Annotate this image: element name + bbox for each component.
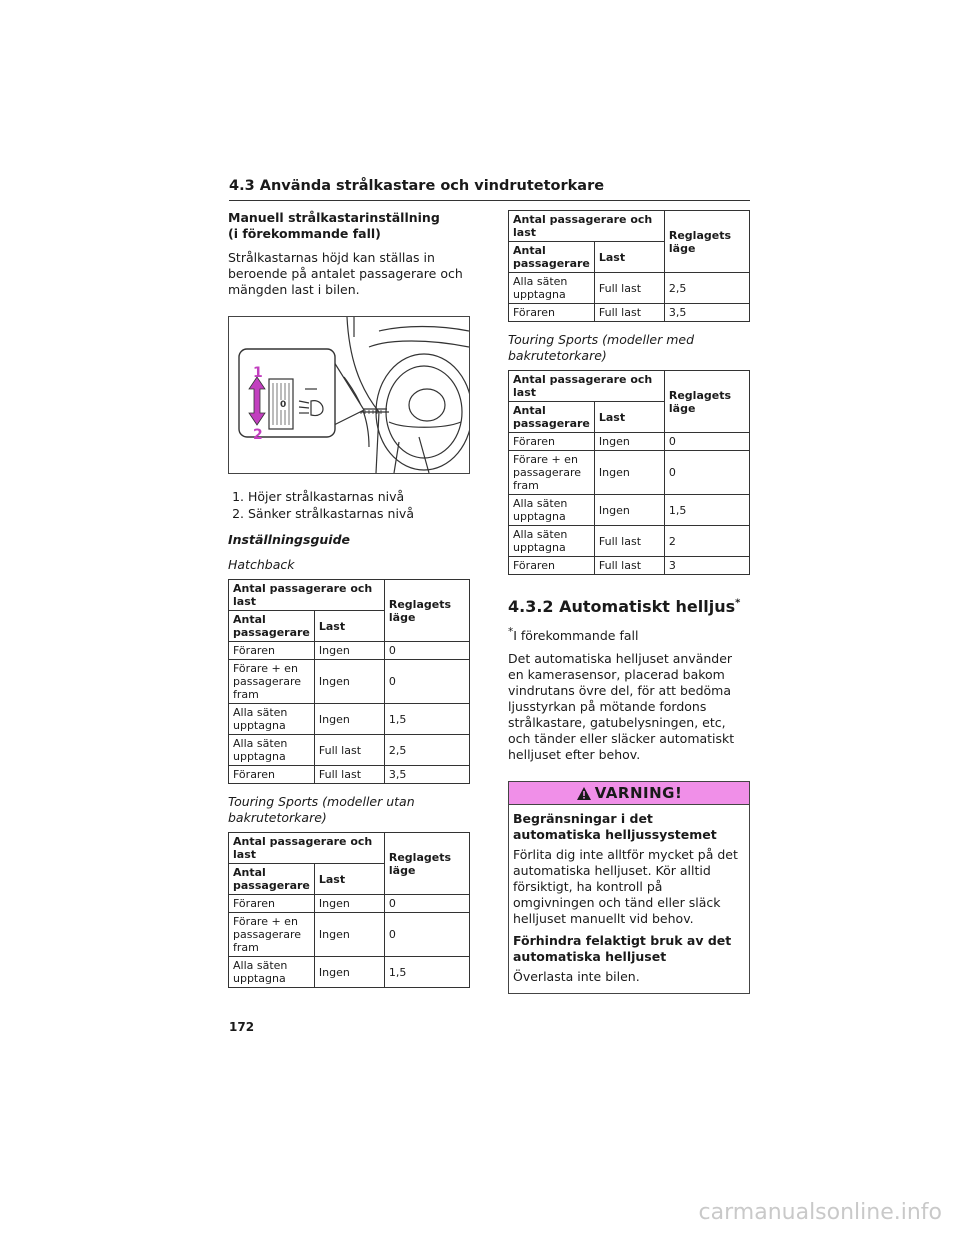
- warning-heading-2: Förhindra felaktigt bruk av det automatiska helljuset: [513, 933, 732, 965]
- manual-heading-line2: (i förekommande fall): [228, 226, 381, 241]
- table-row: [229, 895, 470, 913]
- left-column: [228, 210, 470, 988]
- cell-load: Full last: [594, 304, 664, 322]
- header-load: Last: [594, 402, 664, 433]
- warning-body: [509, 805, 749, 993]
- intro-paragraph: Strålkastarnas höjd kan ställas in beroende på antalet passagerare och mängden last i bilen.: [228, 250, 463, 297]
- cell-load: Full last: [314, 766, 384, 784]
- header-load: Last: [594, 242, 664, 273]
- cell-position: 0: [384, 895, 469, 913]
- steps-list: [228, 488, 470, 522]
- header-passengers: Antal passagerare: [509, 402, 595, 433]
- warning-header: [509, 782, 749, 805]
- right-column: [508, 210, 750, 994]
- footnote-marker: *: [508, 626, 514, 638]
- header-passengers: Antal passagerare: [509, 242, 595, 273]
- cell-load: Full last: [594, 526, 664, 557]
- table-row: [229, 957, 470, 988]
- header-load: Last: [314, 611, 384, 642]
- footnote-marker: *: [735, 597, 741, 609]
- dashboard-illustration: [229, 317, 469, 473]
- cell-load: Ingen: [594, 495, 664, 526]
- cell-passengers: Föraren: [229, 766, 315, 784]
- cell-passengers: Föraren: [509, 433, 595, 451]
- cell-load: Full last: [314, 735, 384, 766]
- cell-passengers: Förare + en passagerare fram: [509, 451, 595, 495]
- touring-no-wiper-table-part2: [508, 210, 750, 322]
- cell-passengers: Alla säten upptagna: [509, 495, 595, 526]
- cell-passengers: Alla säten upptagna: [229, 957, 315, 988]
- header-position: Reglagets läge: [664, 371, 749, 433]
- cell-position: 3,5: [384, 766, 469, 784]
- table-row: [229, 642, 470, 660]
- table-row: [509, 526, 750, 557]
- cell-load: Ingen: [314, 957, 384, 988]
- cell-position: 0: [664, 433, 749, 451]
- table-row: [509, 495, 750, 526]
- headlight-leveling-figure: [228, 316, 470, 474]
- label-zero: 0: [280, 400, 287, 410]
- hatchback-label: Hatchback: [228, 557, 295, 572]
- warning-paragraph-1: Förlita dig inte alltför mycket på det automatiska helljuset. Kör alltid försiktigt, ha kontroll på omgivningen och tänd eller släck helljuset manuellt vid behov.: [513, 847, 738, 927]
- watermark: carmanualsonline.info: [698, 1200, 942, 1225]
- warning-heading-1: Begränsningar i det automatiska helljussystemet: [513, 811, 717, 843]
- cell-passengers: Föraren: [509, 557, 595, 575]
- footnote-text: I förekommande fall: [513, 628, 639, 644]
- table-row: [229, 735, 470, 766]
- header-passengers: Antal passagerare: [229, 611, 315, 642]
- cell-position: 2: [664, 526, 749, 557]
- cell-position: 0: [384, 642, 469, 660]
- cell-position: 3,5: [664, 304, 749, 322]
- cell-passengers: Föraren: [229, 895, 315, 913]
- cell-passengers: Alla säten upptagna: [229, 704, 315, 735]
- cell-load: Ingen: [314, 895, 384, 913]
- cell-passengers: Förare + en passagerare fram: [229, 660, 315, 704]
- label-down: 2: [253, 427, 263, 443]
- cell-load: Ingen: [594, 451, 664, 495]
- warning-paragraph-2: Överlasta inte bilen.: [513, 969, 640, 985]
- auto-highbeam-heading: [508, 597, 750, 616]
- guide-title: Inställningsguide: [228, 532, 350, 547]
- hatchback-table: [228, 579, 470, 784]
- auto-highbeam-body: Det automatiska helljuset använder en kamerasensor, placerad bakom vindrutans övre del, för att bedöma ljusstyrkan på mötande fordons strålkastare, gatubelysningen, etc, och tänder eller släcker automatiskt helljuset efter behov.: [508, 651, 735, 763]
- cell-load: Ingen: [314, 704, 384, 735]
- cell-load: Ingen: [314, 913, 384, 957]
- cell-load: Ingen: [314, 642, 384, 660]
- cell-load: Ingen: [594, 433, 664, 451]
- table-row: [509, 451, 750, 495]
- cell-position: 1,5: [384, 957, 469, 988]
- cell-position: 2,5: [664, 273, 749, 304]
- cell-passengers: Förare + en passagerare fram: [229, 913, 315, 957]
- header-group: Antal passagerare och last: [509, 211, 665, 242]
- table-row: [229, 704, 470, 735]
- touring-no-wiper-table-part1: [228, 832, 470, 988]
- cell-passengers: Föraren: [229, 642, 315, 660]
- header-position: Reglagets läge: [384, 580, 469, 642]
- header-passengers: Antal passagerare: [229, 864, 315, 895]
- cell-passengers: Föraren: [509, 304, 595, 322]
- touring-with-wiper-label: Touring Sports (modeller med bakrutetorkare): [508, 332, 695, 363]
- page-number: 172: [229, 1020, 255, 1034]
- warning-box: [508, 781, 750, 994]
- table-row: [229, 766, 470, 784]
- cell-passengers: Alla säten upptagna: [509, 273, 595, 304]
- table-row: [509, 433, 750, 451]
- touring-with-wiper-table: [508, 370, 750, 575]
- cell-load: Full last: [594, 557, 664, 575]
- manual-heading-line1: Manuell strålkastarinställning: [228, 210, 440, 225]
- cell-load: Full last: [594, 273, 664, 304]
- section-header: 4.3 Använda strålkastare och vindrutetorkare: [229, 178, 750, 201]
- table-row: [229, 660, 470, 704]
- cell-position: 1,5: [664, 495, 749, 526]
- manual-heading: [228, 210, 470, 242]
- cell-position: 0: [664, 451, 749, 495]
- cell-position: 3: [664, 557, 749, 575]
- cell-passengers: Alla säten upptagna: [509, 526, 595, 557]
- header-group: Antal passagerare och last: [229, 580, 385, 611]
- header-position: Reglagets läge: [664, 211, 749, 273]
- header-position: Reglagets läge: [384, 833, 469, 895]
- cell-position: 0: [384, 660, 469, 704]
- table-row: [509, 304, 750, 322]
- footnote: [508, 626, 750, 643]
- touring-no-wiper-label: Touring Sports (modeller utan bakrutetorkare): [228, 794, 415, 825]
- table-row: [509, 273, 750, 304]
- cell-position: 2,5: [384, 735, 469, 766]
- label-up: 1: [253, 365, 263, 381]
- auto-highbeam-heading-text: 4.3.2 Automatiskt helljus: [508, 597, 736, 616]
- cell-position: 1,5: [384, 704, 469, 735]
- warning-triangle-icon: [576, 786, 592, 801]
- cell-position: 0: [384, 913, 469, 957]
- header-group: Antal passagerare och last: [509, 371, 665, 402]
- cell-load: Ingen: [314, 660, 384, 704]
- table-row: [229, 913, 470, 957]
- table-row: [509, 557, 750, 575]
- cell-passengers: Alla säten upptagna: [229, 735, 315, 766]
- header-load: Last: [314, 864, 384, 895]
- step-item: 1. Höjer strålkastarnas nivå: [248, 488, 470, 505]
- header-group: Antal passagerare och last: [229, 833, 385, 864]
- warning-title: VARNING!: [594, 784, 683, 803]
- step-item: 2. Sänker strålkastarnas nivå: [248, 505, 470, 522]
